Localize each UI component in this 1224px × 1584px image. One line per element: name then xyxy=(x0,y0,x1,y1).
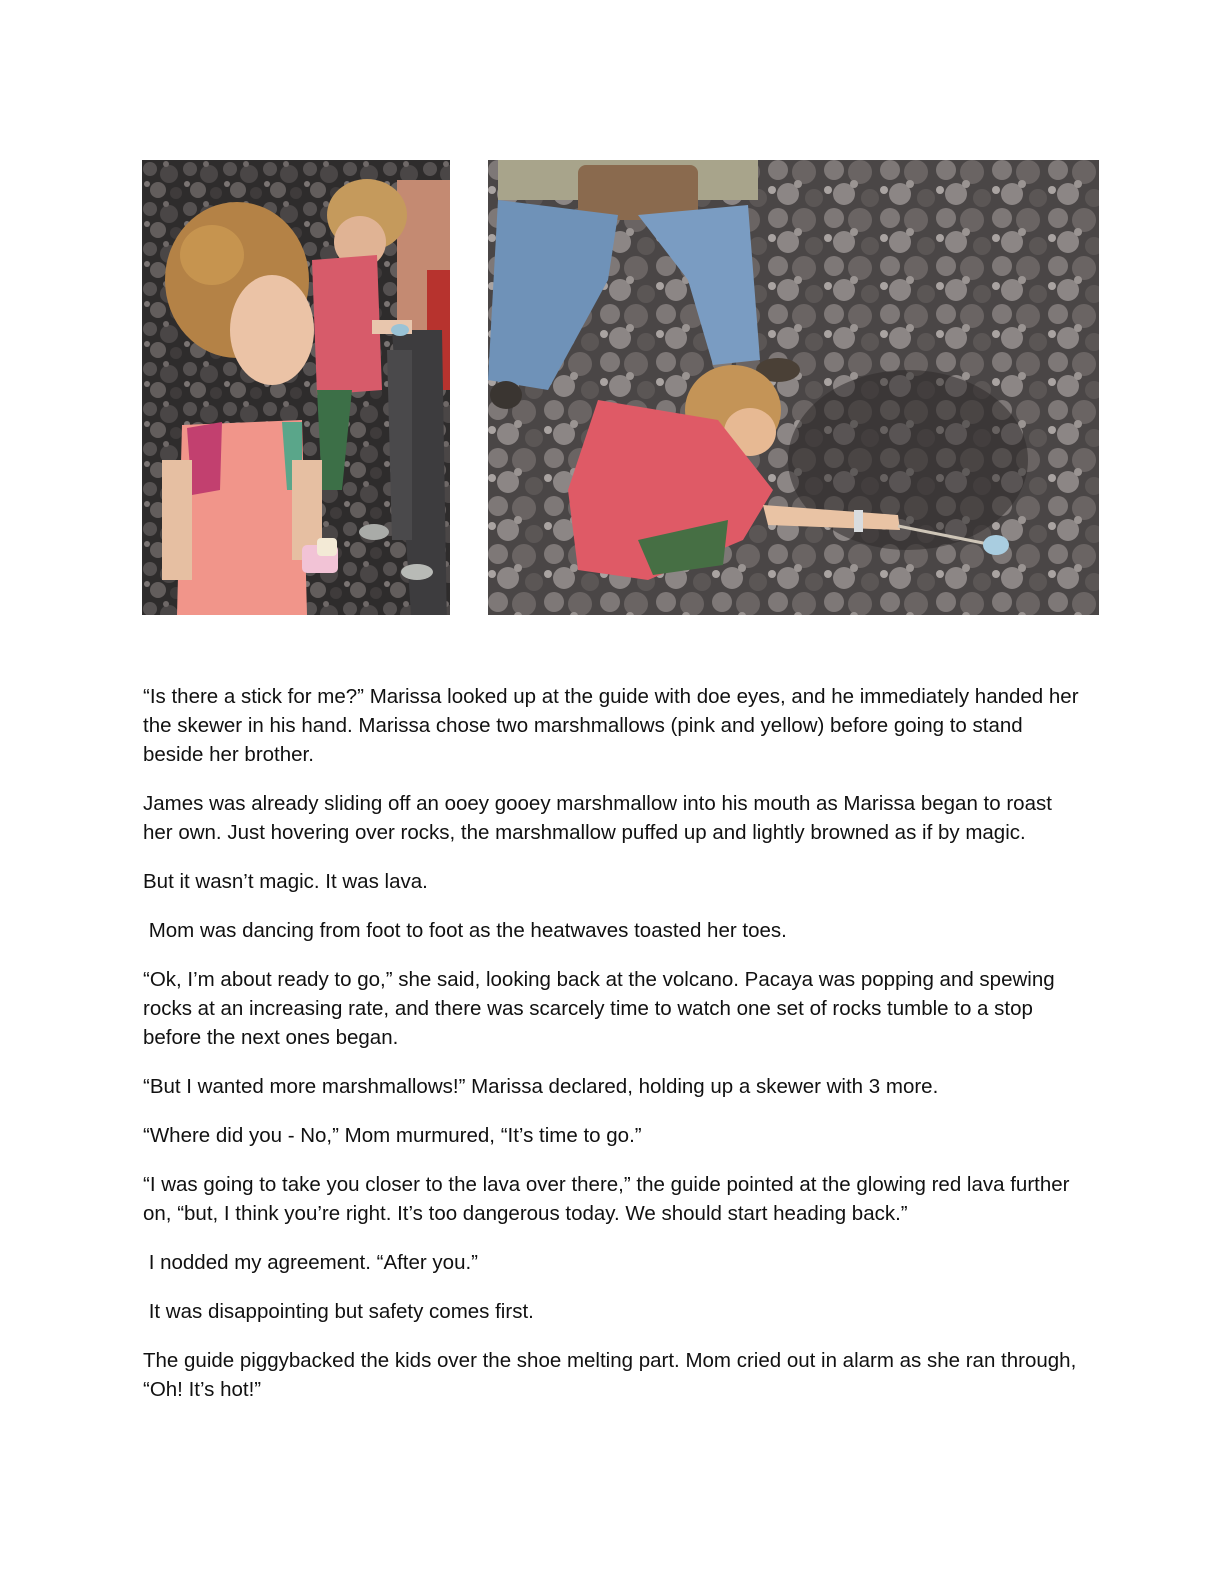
photo-left-illustration xyxy=(142,160,450,615)
paragraph: “But I wanted more marshmallows!” Marissa declared, holding up a skewer with 3 more. xyxy=(143,1075,939,1098)
paragraph: The guide piggybacked the kids over the shoe melting part. Mom cried out in alarm as she ran through, “Oh! It’s hot!” xyxy=(143,1349,1077,1401)
photo-boy-roasting-marshmallow xyxy=(488,160,1099,615)
paragraph: “Is there a stick for me?” Marissa looked up at the guide with doe eyes, and he immediately handed her the skewer in his hand. Marissa chose two marshmallows (pink and yellow) before going to stand beside her brother. xyxy=(143,685,1079,766)
photo-right-illustration xyxy=(488,160,1099,615)
paragraph: I nodded my agreement. “After you.” xyxy=(143,1251,479,1274)
photo-children-on-lava-rocks xyxy=(142,160,450,615)
paragraph: “Ok, I’m about ready to go,” she said, looking back at the volcano. Pacaya was popping and spewing rocks at an increasing rate, and there was scarcely time to watch one set of rocks tumble to a stop before the next ones began. xyxy=(143,968,1055,1049)
paragraph: Mom was dancing from foot to foot as the heatwaves toasted her toes. xyxy=(143,919,787,942)
paragraph: James was already sliding off an ooey gooey marshmallow into his mouth as Marissa began to roast her own. Just hovering over rocks, the marshmallow puffed up and lightly browned as if by magic. xyxy=(143,792,1052,844)
paragraph: It was disappointing but safety comes first. xyxy=(143,1300,534,1323)
story-text xyxy=(143,682,1083,1424)
paragraph: But it wasn’t magic. It was lava. xyxy=(143,870,428,893)
paragraph: “I was going to take you closer to the lava over there,” the guide pointed at the glowing red lava further on, “but, I think you’re right. It’s too dangerous today. We should start heading back.” xyxy=(143,1173,1070,1225)
paragraph: “Where did you - No,” Mom murmured, “It’s time to go.” xyxy=(143,1124,642,1147)
